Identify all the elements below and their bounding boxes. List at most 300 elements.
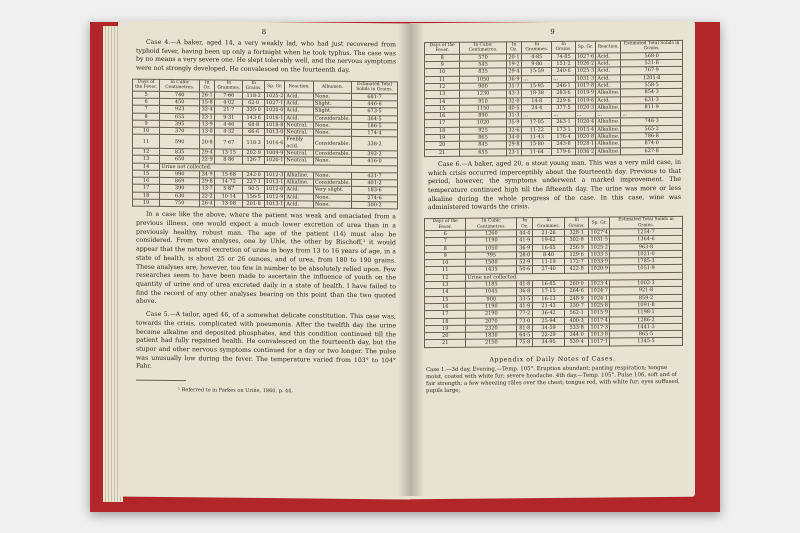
table-cell: 18·38 <box>522 90 552 98</box>
table-cell: 338·2 <box>352 137 398 151</box>
table-cell: 73·0 <box>517 317 533 324</box>
table-cell: 17 <box>425 120 460 128</box>
table-cell: Neutral. <box>285 129 314 137</box>
table-cell: 44·4 <box>517 230 533 237</box>
table-cell: 1027·1 <box>265 99 284 107</box>
table-cell: 229·6 <box>552 97 575 105</box>
table-cell: None. <box>313 157 351 165</box>
table-cell: 17·15 <box>533 288 564 296</box>
column-header: Reaction. <box>285 81 314 93</box>
table-cell: 1019·6 <box>576 97 595 104</box>
table-cell: 12 <box>425 274 466 282</box>
table-cell: Acid. <box>285 100 314 108</box>
table-cell: 431·7 <box>352 172 398 180</box>
table-cell: 9 <box>425 252 466 260</box>
table-cell: 17 <box>133 185 160 193</box>
table-cell: None. <box>313 93 351 101</box>
table-cell: 1441·3 <box>609 323 682 331</box>
table-cell: 1345·5 <box>609 338 682 346</box>
book-gutter <box>398 24 424 496</box>
table-cell: 1013·1 <box>265 201 284 208</box>
table-cell: 1025·2 <box>590 244 608 251</box>
table-cell: 1020 <box>460 119 506 127</box>
table-cell: 14 <box>133 163 160 171</box>
table-cell: 8 <box>133 113 160 121</box>
table-cell: 81·8 <box>517 325 533 332</box>
table-cell: 246·1 <box>552 82 575 90</box>
table-cell: Alkaline. <box>597 148 620 155</box>
column-header: Sp. Gr. <box>589 217 610 229</box>
table-cell: 13·7 <box>201 185 213 192</box>
table-cell: ... <box>596 111 621 119</box>
urine-table-case-4 <box>132 78 398 209</box>
table-cell: 9 <box>133 120 160 128</box>
table-cell: Neutral. <box>285 150 314 158</box>
column-header: Sp. Gr. <box>575 41 596 53</box>
column-header: Days of the Fever. <box>133 79 160 91</box>
table-cell: 11·43 <box>522 134 552 142</box>
table-cell: 33·5 <box>517 295 533 302</box>
table-cell: 74·85 <box>552 53 575 61</box>
table-cell: Alkaline. <box>597 126 620 133</box>
table-cell: 11·19 <box>533 259 564 267</box>
table-cell: 1021·0 <box>609 250 682 258</box>
column-header: Sp. Gr. <box>264 80 285 92</box>
table-cell: 27·40 <box>533 266 564 274</box>
table-cell: 740 <box>160 91 200 99</box>
table-cell: 18 <box>425 318 466 326</box>
table-cell: 681·7 <box>352 93 398 101</box>
table-cell: 16·13 <box>533 295 564 303</box>
table-cell: 36·42 <box>533 310 564 318</box>
table-cell: 12 <box>133 148 160 156</box>
column-header: In Grammes. <box>533 218 564 230</box>
table-cell: 377·5 <box>552 104 575 112</box>
table-cell: 1020·3 <box>576 104 595 111</box>
column-header: In Grammes. <box>215 80 243 92</box>
table-cell: 344·0 <box>564 331 589 339</box>
table-cell: 1045 <box>466 288 517 296</box>
table-cell: 1033·5 <box>590 251 608 258</box>
table-cell: Acid. <box>285 92 314 100</box>
table-cell: 6 <box>133 98 160 106</box>
table-cell: 865·5 <box>609 331 682 339</box>
table-cell: 7 <box>133 105 160 113</box>
table-cell: 10·14 <box>215 193 243 201</box>
table-cell: 176·4 <box>552 133 575 141</box>
table-cell: 1024·1 <box>590 295 608 302</box>
table-cell: Acid. <box>596 53 621 61</box>
table-cell: 52·9 <box>517 259 533 266</box>
table-cell: 630 <box>160 192 200 200</box>
table-cell: Considerable. <box>314 115 351 122</box>
table-cell: ... <box>621 111 683 119</box>
column-header: Reaction. <box>596 41 621 53</box>
table-cell: 19 <box>425 134 460 142</box>
table-cell: 13·0 <box>201 128 213 135</box>
table-row <box>425 147 683 157</box>
table-cell: Acid. <box>596 75 621 83</box>
table-cell: 15 <box>133 170 160 178</box>
table-cell: 16 <box>425 303 466 311</box>
table-cell: Considerable. <box>314 179 351 187</box>
table-cell: 874·0 <box>621 140 683 148</box>
column-header: Estimated Total Solids in Grains. <box>621 40 683 52</box>
table-cell: 118·3 <box>243 136 265 150</box>
table-cell: 6 <box>425 230 466 238</box>
table-cell: Alkaline. <box>597 104 620 111</box>
table-cell: 1050 <box>466 244 517 252</box>
table-cell: 9·31 <box>215 113 243 121</box>
table-cell: 17·05 <box>522 119 552 127</box>
table-cell: 1013·1 <box>265 179 284 186</box>
table-cell: Very slight. <box>313 187 351 195</box>
table-cell: 1435 <box>466 266 517 274</box>
table-cell: 1026·2 <box>576 60 595 67</box>
table-cell: 328·1 <box>564 229 589 237</box>
table-row <box>425 338 683 348</box>
table-cell: 446·6 <box>352 100 398 108</box>
table-cell: 43·3 <box>506 90 522 97</box>
table-cell: 202·9 <box>243 149 265 157</box>
table-cell: 156·5 <box>243 193 265 201</box>
table-cell: 10 <box>425 69 460 77</box>
table-cell: Acid. <box>596 60 621 68</box>
table-cell: 40·5 <box>506 105 522 112</box>
table-cell: Alkaline. <box>597 118 620 126</box>
table-cell: 274·6 <box>352 194 398 202</box>
page-number: 9 <box>550 27 555 37</box>
table-cell: 15·95 <box>522 83 552 91</box>
table-cell: 20·8 <box>200 135 215 149</box>
table-cell: 865 <box>460 134 506 142</box>
table-cell: 1017·1 <box>590 338 608 346</box>
table-cell: 900 <box>466 295 517 303</box>
table-cell: 8 <box>425 245 466 253</box>
table-cell: 13 <box>133 155 160 163</box>
column-header: Days of the Fever. <box>425 42 460 54</box>
table-cell: 11 <box>425 267 466 275</box>
table-cell: 422·8 <box>564 266 589 274</box>
table-cell: 19·2 <box>506 61 522 68</box>
table-cell: 19 <box>425 325 466 333</box>
table-cell: 450 <box>160 98 200 106</box>
table-cell: 75·8 <box>517 339 533 346</box>
table-cell: 4·85 <box>522 53 552 61</box>
table-cell: 392·2 <box>352 150 398 158</box>
column-header: In Grammes. <box>522 42 552 54</box>
table-cell: 7·66 <box>215 92 243 100</box>
table-cell: 10 <box>425 259 466 267</box>
table-cell: Alkaline. <box>597 140 620 147</box>
table-cell: 25·94 <box>533 317 564 325</box>
table-cell: 590 <box>160 135 200 149</box>
column-header: In Grains. <box>552 41 575 53</box>
table-cell: Considerable. <box>314 150 351 157</box>
table-cell: 1002·3 <box>609 279 682 287</box>
table-cell: Acid. <box>596 67 621 75</box>
table-cell: 29·8 <box>506 141 522 148</box>
table-cell: 35·9 <box>506 119 522 126</box>
table-cell: 29·4 <box>201 149 213 156</box>
table-cell: 1201·8 <box>621 74 683 82</box>
table-cell: 845 <box>460 141 506 149</box>
table-cell: 20 <box>425 332 466 340</box>
table-cell: 9·80 <box>522 61 552 69</box>
urine-table-case-5 <box>424 40 683 157</box>
table-cell: 364·5 <box>352 115 398 123</box>
table-cell: 767·9 <box>621 67 683 75</box>
table-cell: 869 <box>160 178 200 186</box>
table-cell: 539·4 <box>564 339 589 347</box>
table-cell: 29·8 <box>201 178 213 185</box>
table-cell: 26·4 <box>201 200 213 207</box>
column-header: Days of the Fever. <box>425 218 466 230</box>
table-cell: 1019·9 <box>576 89 595 97</box>
table-cell: 20 <box>425 142 460 150</box>
table-cell: 1025·8 <box>590 302 608 309</box>
table-cell: 1031·5 <box>590 236 608 243</box>
table-cell: 36·9 <box>506 75 522 82</box>
table-cell: 1025·3 <box>576 68 595 75</box>
table-cell: 62·0 <box>243 99 265 107</box>
table-cell: Neutral. <box>285 157 314 165</box>
table-cell: 283·6 <box>552 90 575 98</box>
table-cell: 1015·9 <box>590 309 608 316</box>
table-cell: 9 <box>425 61 460 69</box>
table-cell: 4·02 <box>215 99 243 107</box>
table-cell: 1012·0 <box>265 186 284 193</box>
table-cell: 26·1 <box>201 91 213 99</box>
table-cell: 1020·1 <box>265 157 284 164</box>
table-cell: 562·1 <box>564 309 589 317</box>
table-cell: 1024·7 <box>590 287 608 295</box>
table-cell: 17 <box>425 311 466 319</box>
missing-note: Urine not collected. <box>466 272 683 281</box>
table-cell: 13·08 <box>215 200 243 208</box>
table-cell: Slight. <box>313 100 351 108</box>
table-cell: 136·7 <box>243 157 265 165</box>
table-cell: 10 <box>133 127 160 135</box>
table-cell: 19 <box>133 199 160 207</box>
table-cell: 811·9 <box>621 103 683 111</box>
table-cell: None. <box>313 129 351 137</box>
table-cell: 1017·4 <box>590 317 608 324</box>
table-cell: 302·8 <box>564 236 589 244</box>
table-cell: 786·8 <box>621 132 683 140</box>
table-cell: 22·2 <box>201 193 213 200</box>
table-cell: ... <box>522 112 552 120</box>
table-cell: 14 <box>425 289 466 297</box>
column-header: In Oz. <box>517 218 533 230</box>
table-cell: 565·2 <box>621 125 683 133</box>
table-cell: 77·2 <box>517 310 533 317</box>
table-cell: 2320 <box>466 325 517 333</box>
table-cell: 4·46 <box>215 121 243 129</box>
table-cell: 1830 <box>466 332 517 340</box>
table-cell: 335·0 <box>243 106 265 114</box>
table-cell: 1020·8 <box>576 133 595 140</box>
table-cell: 18 <box>133 192 160 200</box>
table-cell: Considerable. <box>313 136 351 150</box>
table-cell: 21 <box>425 149 460 157</box>
column-header: In Cubic Centimetres. <box>466 218 517 230</box>
table-cell: 66·6 <box>243 128 265 136</box>
table-cell: 242·0 <box>243 171 265 179</box>
table-cell: 15 <box>425 296 466 304</box>
table-cell: None. <box>313 172 351 180</box>
table-cell: 23·1 <box>506 148 522 155</box>
table-cell: 1036·2 <box>576 148 595 155</box>
table-cell: 240·6 <box>552 68 575 76</box>
table-cell: 1150 <box>460 105 506 113</box>
table-cell: 260·0 <box>564 280 589 288</box>
table-cell: 568·0 <box>621 52 683 60</box>
table-cell: 13 <box>425 281 466 289</box>
case-6-text: Case 6.—A baker, aged 20, a stout young man. This was a very mild case, in which crisis occurred imperceptibly about the fourteenth day. Previous to that period, however, the symptoms underwent a marked improvement. The temperature continued high till the fifteenth day. The urine was more or less alkaline during the whole progress of the case. In this case, wine was administered towards the crisis. <box>428 158 681 212</box>
table-cell: 21 <box>425 340 466 348</box>
table-cell: 5·87 <box>215 185 243 193</box>
table-cell: ... <box>552 75 575 83</box>
table-cell: 2190 <box>466 310 517 318</box>
table-cell: 1015·4 <box>576 126 595 133</box>
table-cell: 1025·2 <box>265 92 284 99</box>
table-cell: 1016·1 <box>265 114 284 121</box>
table-cell: 31·3 <box>506 112 522 119</box>
table-cell: 36·8 <box>517 288 533 295</box>
table-cell: 558·5 <box>621 81 683 89</box>
table-cell: 34·59 <box>533 324 564 332</box>
table-cell: 1009·9 <box>265 150 284 157</box>
table-cell: 300·2 <box>352 201 398 209</box>
table-cell: 16 <box>133 177 160 185</box>
table-cell: 21·26 <box>533 229 564 237</box>
table-cell: 8·86 <box>215 156 243 164</box>
column-header: In Oz. <box>200 80 215 92</box>
table-cell: 330·7 <box>564 302 589 310</box>
table-cell: 41·9 <box>517 237 533 244</box>
appendix-notes: Case 1.—3d day, Evening.—Temp. 105°. Eruption abundant; panting respiration; tongue moist, coated with white fur; severe headache. 4th day.—Temp. 105°. Pulse 106, soft and of fair strength; a few wheezing râles over the chest; tongue red, with white fur; eyes suffused, pupils large; <box>426 364 680 395</box>
table-cell: 1028·1 <box>576 141 595 148</box>
left-page <box>118 20 410 499</box>
table-cell: 15·68 <box>215 171 243 179</box>
table-cell: Alkaline. <box>597 89 620 96</box>
table-cell: 890 <box>460 112 506 120</box>
table-cell: 173·1 <box>552 126 575 134</box>
table-cell: 31·7 <box>506 83 522 90</box>
table-cell: 1027·6 <box>576 53 595 60</box>
table-cell: 68·8 <box>243 121 265 129</box>
table-cell: 900 <box>460 83 506 91</box>
table-cell: 20·1 <box>506 54 522 61</box>
table-cell: ... <box>522 75 552 83</box>
table-cell: 1013·8 <box>590 331 608 338</box>
table-cell: 8 <box>425 54 460 62</box>
table-cell: 13·9 <box>201 121 213 128</box>
table-cell: 521·8 <box>621 59 683 67</box>
table-cell: 4·32 <box>215 128 243 136</box>
table-cell: 186·5 <box>352 122 398 130</box>
table-cell: Acid. <box>285 194 314 202</box>
table-cell: 1020·0 <box>265 107 284 114</box>
table-cell: 1012·3 <box>265 171 284 179</box>
table-cell: 631·3 <box>621 96 683 104</box>
table-cell: 655 <box>460 149 506 157</box>
table-cell: 15·80 <box>522 141 552 149</box>
table-cell: 1500 <box>466 259 517 267</box>
table-cell: Acid. <box>596 82 621 90</box>
table-cell: 12 <box>425 83 460 91</box>
table-cell: 32·0 <box>506 97 522 104</box>
table-cell: 1013·0 <box>265 129 284 136</box>
table-cell: 179·6 <box>552 148 575 156</box>
table-cell: 13 <box>425 91 460 99</box>
table-cell: 750 <box>160 199 200 207</box>
table-cell: 23·1 <box>201 113 213 120</box>
column-header: Albumen. <box>313 81 351 93</box>
table-cell: 32·4 <box>201 106 213 113</box>
table-cell: 24·4 <box>522 104 552 112</box>
table-cell: 910 <box>460 97 506 105</box>
table-cell: 1230 <box>460 90 506 98</box>
table-cell: 1020·9 <box>590 266 608 273</box>
table-cell: 1050 <box>460 76 506 84</box>
table-cell: 151·2 <box>552 60 575 68</box>
table-cell: 390 <box>160 185 200 193</box>
table-cell: 129·6 <box>564 251 589 259</box>
table-cell: 401·2 <box>352 180 398 188</box>
table-cell: Slight. <box>313 107 351 115</box>
table-cell: 746·3 <box>621 118 683 126</box>
missing-note: Urine not collected. <box>160 163 398 173</box>
table-cell: 650 <box>160 156 200 164</box>
table-cell: 1254·7 <box>609 228 682 236</box>
column-header: In Cubic Centimetres. <box>460 42 506 54</box>
column-header: In Grains. <box>243 80 265 92</box>
table-cell: 990 <box>160 170 200 178</box>
table-cell: Acid. <box>285 107 314 115</box>
column-header: In Cubic Centimetres. <box>160 79 200 91</box>
table-cell: 21·43 <box>533 302 564 310</box>
table-cell: 22·9 <box>201 156 213 163</box>
table-cell: 32·6 <box>506 127 522 134</box>
table-cell: 7·67 <box>215 135 243 149</box>
column-header: Estimated Total Solids in Grains. <box>609 217 682 229</box>
table-cell: 570 <box>460 54 506 62</box>
table-cell: 5 <box>133 91 160 99</box>
table-cell: 34·0 <box>506 134 522 141</box>
table-cell: ... <box>552 111 575 119</box>
table-cell: 21·7 <box>215 106 243 114</box>
table-cell: 22·29 <box>533 332 564 340</box>
table-cell: 28·0 <box>517 252 533 259</box>
table-cell: 14·8 <box>522 97 552 105</box>
table-cell: Acid. <box>285 114 314 122</box>
table-cell: 248·9 <box>564 295 589 303</box>
table-cell: Alkaline. <box>285 179 314 187</box>
table-cell: 1027·4 <box>590 229 608 236</box>
table-cell: None. <box>313 122 351 130</box>
table-cell: 41·8 <box>517 281 533 288</box>
table-cell: 264·6 <box>564 288 589 296</box>
table-cell: 655 <box>160 113 200 121</box>
table-cell: 1016·6 <box>264 136 285 150</box>
table-cell: 395 <box>160 120 200 128</box>
table-cell: Feebly acid. <box>285 136 314 150</box>
table-cell: 11·22 <box>522 126 552 134</box>
table-cell: 1012·9 <box>265 193 284 200</box>
table-cell: 627·8 <box>621 147 683 155</box>
